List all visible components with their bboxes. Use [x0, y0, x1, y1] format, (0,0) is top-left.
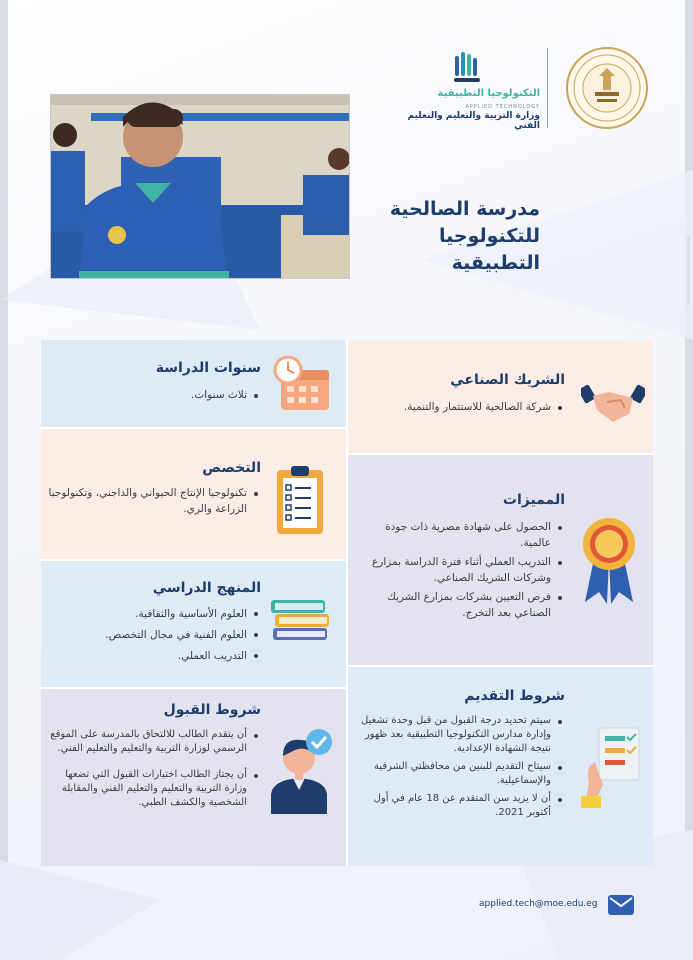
- grid-divider-left-3: [41, 687, 347, 689]
- section-years-list: [47, 388, 261, 408]
- list-item: تكنولوجيا الإنتاج الحيواني والداجني، وتكنولوجيا الزراعة والري.: [47, 486, 247, 517]
- section-application: [347, 666, 653, 866]
- calendar-icon: [273, 356, 331, 412]
- section-partner: [347, 340, 653, 454]
- students-photo-illustration: [51, 95, 349, 278]
- brand-arabic: التكنولوجيا التطبيقية: [437, 88, 540, 99]
- section-features: [347, 454, 653, 666]
- school-title: [380, 196, 540, 277]
- list-item: سيتاح التقديم للبنين من محافظتي الشرقية والإسماعيلية.: [351, 760, 551, 788]
- section-specialization: [41, 428, 347, 560]
- award-ribbon-icon: [579, 514, 639, 606]
- section-admission: [41, 688, 347, 866]
- list-item: العلوم الفنية في مجال التخصص.: [47, 627, 247, 644]
- section-admission-title: شروط القبول: [163, 702, 261, 718]
- brand-english: APPLIED TECHNOLOGY: [465, 104, 540, 110]
- section-years: [41, 340, 347, 428]
- grid-divider-right-1: [347, 453, 653, 455]
- grid-divider-left-1: [41, 427, 347, 429]
- section-curriculum-title: المنهج الدراسي: [152, 580, 261, 596]
- ministry-name: وزارة التربية والتعليم والتعليم الفني: [407, 111, 540, 131]
- section-application-title: شروط التقديم: [464, 688, 565, 704]
- list-item: أن يجتاز الطالب اختبارات القبول التي تضعها وزارة التربية والتعليم والتعليم الفني والمقابلة الشخصية والكشف الطبي.: [47, 768, 247, 810]
- grid-divider-left-2: [41, 559, 347, 561]
- section-features-title: المميزات: [502, 492, 565, 508]
- students-photo: [50, 94, 350, 279]
- school-title-line2: للتكنولوجيا التطبيقية: [439, 225, 540, 274]
- section-curriculum: [41, 560, 347, 688]
- list-item: فرص التعيين بشركات بمزارع الشريك الصناعي بعد التخرج.: [351, 590, 551, 621]
- list-item: الحصول على شهادة مصرية ذات جودة عالمية.: [351, 520, 551, 551]
- clipboard-icon: [275, 462, 325, 536]
- applied-technology-logo-icon: [452, 50, 482, 86]
- section-application-list: [351, 714, 565, 824]
- section-features-list: [351, 520, 565, 625]
- checklist-hand-icon: [581, 724, 641, 808]
- section-years-title: سنوات الدراسة: [155, 360, 261, 376]
- books-icon: [271, 596, 331, 644]
- list-item: التدريب العملي أثناء فترة الدراسة بمزارع وشركات الشريك الصناعي.: [351, 555, 551, 586]
- mail-icon: [607, 894, 635, 916]
- section-specialization-list: [47, 486, 261, 521]
- info-grid: [41, 340, 653, 866]
- list-item: شركة الصالحية للاستثمار والتنمية.: [341, 400, 551, 416]
- section-specialization-title: التخصص: [202, 460, 261, 476]
- contact-email[interactable]: applied.tech@moe.edu.eg: [479, 899, 598, 909]
- list-item: أن لا يزيد سن المتقدم عن 18 عام في أول أكتوبر 2021.: [351, 792, 551, 820]
- school-title-line1: مدرسة الصالحية: [389, 198, 540, 220]
- section-admission-list: [47, 728, 261, 814]
- list-item: العلوم الأساسية والثقافية.: [47, 606, 247, 623]
- section-partner-title: الشريك الصناعي: [450, 372, 565, 388]
- grid-divider-right-2: [347, 665, 653, 667]
- list-item: أن يتقدم الطالب للالتحاق بالمدرسة على الموقع الرسمي لوزارة التربية والتعليم والتعليم الفني.: [47, 728, 247, 756]
- section-partner-list: [341, 400, 565, 420]
- grid-divider-vertical: [346, 340, 348, 866]
- list-item: ثلاث سنوات.: [47, 388, 247, 404]
- ministry-seal-icon: [565, 46, 649, 130]
- section-curriculum-list: [47, 606, 261, 669]
- person-check-icon: [265, 728, 335, 814]
- logo-divider: [547, 48, 548, 128]
- handshake-icon: [581, 378, 645, 426]
- list-item: سيتم تحديد درجة القبول من قبل وحدة تشغيل وإدارة مدارس التكنولوجيا التطبيقية بعد ظهور نتيجة الشهادة الإعدادية.: [351, 714, 551, 756]
- list-item: التدريب العملي.: [47, 648, 247, 665]
